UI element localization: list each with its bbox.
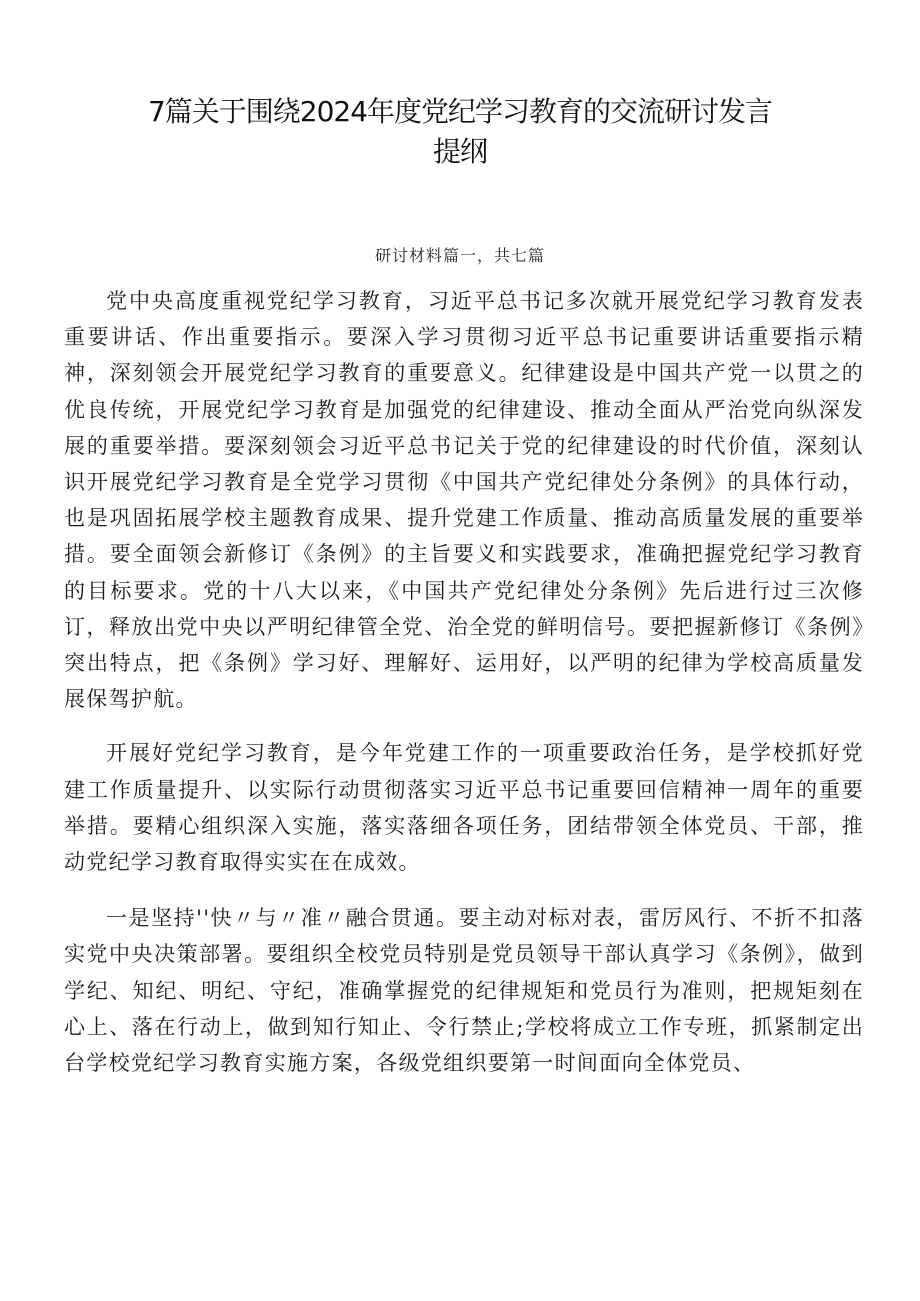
body-paragraph: 党中央高度重视党纪学习教育，习近平总书记多次就开展党纪学习教育发表重要讲话、作出重要指示。要深入学习贯彻习近平总书记重要讲话重要指示精神，深刻领会开展党纪学习教育的重要意义。纪律建设是中国共产党一以贯之的优良传统，开展党纪学习教育是加强党的纪律建设、推动全面从严治党向纵深发展的重要举措。要深刻领会习近平总书记关于党的纪律建设的时代价值，深刻认识开展党纪学习教育是全党学习贯彻《中国共产党纪律处分条例》的具体行动，也是巩固拓展学校主题教育成果、提升党建工作质量、推动高质量发展的重要举措。要全面领会新修订《条例》的主旨要义和实践要求，准确把握党纪学习教育的目标要求。党的十八大以来，《中国共产党纪律处分条例》先后进行过三次修订，释放出党中央以严明纪律管全党、治全党的鲜明信号。要把握新修订《条例》突出特点，把《条例》学习好、理解好、运用好，以严明的纪律为学校高质量发展保驾护航。 (64, 289, 864, 712)
document-title-line-1: 7篇关于围绕2024年度党纪学习教育的交流研讨发言 (147, 95, 773, 128)
document-subtitle: 研讨材料篇一，共七篇 (374, 246, 545, 265)
document-title (60, 92, 860, 172)
document-body (64, 283, 864, 1081)
body-paragraph: 开展好党纪学习教育，是今年党建工作的一项重要政治任务，是学校抓好党建工作质量提升、以实际行动贯彻落实习近平总书记重要回信精神一周年的重要举措。要精心组织深入实施，落实落细各项任务，团结带领全体党员、干部，推动党纪学习教育取得实实在在成效。 (64, 741, 864, 875)
document-title-line-2: 提纲 (432, 135, 487, 168)
body-paragraph: 一是坚持''快〃与〃准〃融合贯通。要主动对标对表，雷厉风行、不折不扣落实党中央决策部署。要组织全校党员特别是党员领导干部认真学习《条例》，做到学纪、知纪、明纪、守纪，准确掌握党的纪律规矩和党员行为准则，把规矩刻在心上、落在行动上，做到知行知止、令行禁止;学校将成立工作专班，抓紧制定出台学校党纪学习教育实施方案，各级党组织要第一时间面向全体党员、 (64, 906, 864, 1076)
